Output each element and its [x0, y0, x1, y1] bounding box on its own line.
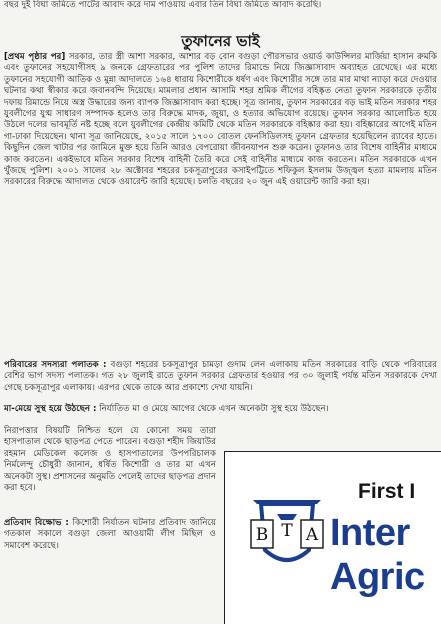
- ad-line-3: Agric: [330, 556, 425, 598]
- university-crest-icon: [247, 490, 327, 574]
- subhead-recovering: মা-মেয়ে সুস্থ হয়ে উঠছেন :: [4, 404, 97, 414]
- article-paragraph-3-continued: নিরাপত্তার বিষয়টি নিশ্চিত হলে যে কোনো সময় তারা হাসপাতাল থেকে ছাড়পত্র পেতে পারেন। বগুড়া শহীদ জিয়াউর রহমান মেডিকেল কলেজ ও হাসপাতালের উপপরিচালক নির্মলেন্দু চৌধুরী জানান, ধর্ষিত কিশোরী ও তার মা এখন অনেকটা সুস্থ। প্রশাসনের অনুমতি পেলেই তাদের ছাড়পত্র প্রদান করা হবে।: [4, 426, 216, 494]
- article-paragraph-1: [4, 52, 437, 189]
- article-paragraph-3: [4, 404, 437, 415]
- subhead-family-absconding: পরিবারের সদস্যরা পলাতক :: [4, 360, 107, 370]
- subhead-protest: প্রতিবাদ বিক্ষোভ :: [4, 518, 69, 528]
- paragraph-3-text: নির্যাতিত মা ও মেয়ে আগের থেকে এখন অনেকটা সুস্থ হয়ে উঠছেন।: [96, 404, 329, 414]
- ad-line-1: First I: [358, 480, 416, 503]
- intro-paragraph: বছর দুই বিঘা জমিতে পাটের আবাদ করে দাম পাওয়ায় এবার তিন বিঘা জমিতে আবাদ করেছি।: [4, 0, 322, 10]
- paragraph-2-text: বগুড়া শহরের চকসূত্রাপুর চামড়া গুদাম লেন এলাকায় মতিন সরকারের বাড়ি থেকে পরিবারের বেশির ভাগ সদস্য পলাতক। গত ২৮ জুলাই রাতে তুফান সরকার গ্রেফতার হওয়ার পর ৩০ জুলাই পর্যন্ত মতিন সরকারকে দেখা গেছে চকসূত্রাপুর এলাকায়। এরপর থেকে তাকে আর প্রকাশ্যে দেখা যায়নি।: [4, 360, 438, 393]
- crest-letter-b: B: [255, 525, 269, 545]
- article-paragraph-2: [4, 360, 437, 394]
- crest-letter-t: T: [281, 521, 293, 541]
- article-paragraph-4: [4, 518, 216, 552]
- crest-letter-a: A: [305, 525, 319, 545]
- ad-line-2: Inter: [330, 512, 410, 554]
- paragraph-4-text: কিশোরী নির্যাতন ঘটনার প্রতিবাদ জানিয়ে গতকাল সকালে বগুড়া জেলা আওয়ামী লীগ মিছিল ও সমাবেশ করেছে।: [4, 518, 217, 551]
- advertisement[interactable]: [224, 451, 441, 624]
- article-headline: তুফানের ভাই: [181, 32, 260, 50]
- paragraph-1-text: সরকার, তার স্ত্রী আশা সরকার, আশার বড় বোন বগুড়া পৌরসভার ওয়ার্ড কাউন্সিলর মার্জিয়া হাসান রুমকি এবং তুফানের সহযোগীসহ ৯ জনকে গ্রেফতারের পর পুলিশ তাদের রিমান্ডে নিয়ে জিজ্ঞাসাবাদ অব্যাহত রেখেছে। এর মধ্যে তুফানের সহযোগী আতিক ও মুন্না আদালতে ১৬৪ ধারায় কিশোরীকে ধর্ষণ এবং কিশোরীর সঙ্গে তার মার মাথা ন্যাড়া করে দেওয়ার ঘটনার কথা স্বীকার করে জবানবন্দি দিয়েছে। মামলার প্রধান আসামি শহর শ্রমিক লীগের বহিষ্কৃত নেতা তুফান সরকারকে তৃতীয় দফায় রিমান্ডে নিয়ে অস্ত্র উদ্ধারের জন্য ব্যাপক জিজ্ঞাসাবাদ করা হচ্ছে। সূত্র জানায়, তুফান সরকারের বড় ভাই মতিন সরকার শহর যুবলীগের যুগ্ম সাধারণ সম্পাদক হলেও তার বিরুদ্ধে মাদক, জুয়া, ও হত্যার অভিযোগ রয়েছে। তুফান সরকার আলোচিত হয়ে উঠলে দলের ভাবমূর্তি নষ্ট হচ্ছে বলে যুবলীগের কেন্দ্রীয় কমিটি থেকে মতিন সরকারকে বহিষ্কার করা হয়। বহিষ্কারের আগেই মতিন গা-ঢাকা দিয়েছেন। থানা সূত্র জানিয়েছে, ২০১৫ সালে ১৭০০ বোতল ফেনসিডিলসহ তুফান গ্রেফতার হয়েছিলেন র‌্যাবের হাতে। কিছুদিন জেল খাটার পর জামিনে মুক্ত হয়ে তিনি আরও বেপরোয়া জীবনযাপন শুরু করেন। তুফানও তার বিশেষ বাহিনীর মাধ্যমে কাজ করতেন। একইভাবে মতিন সরকার বিশেষ বাহিনী তৈরি করে সেই বাহিনীর মাধ্যমে কাজ করতেন। মতিন সরকারকে এখন খুঁজছে পুলিশ। ২০০১ সালের ২৮ অক্টোবর শহরের চকসূত্রাপুরের কসাইপট্টিতে শফিকুল ইসলাম উজ্জ্বল হত্যা মামলায় মতিন সরকারের বিরুদ্ধে আদালত থেকে ওয়ারেন্ট জারি হয়েছে। চলতি বছরের ২০ জুন এই ওয়ারেন্ট জারি করা হয়।: [4, 52, 437, 188]
- continuation-marker: [প্রথম পৃষ্ঠার পর]: [4, 52, 66, 62]
